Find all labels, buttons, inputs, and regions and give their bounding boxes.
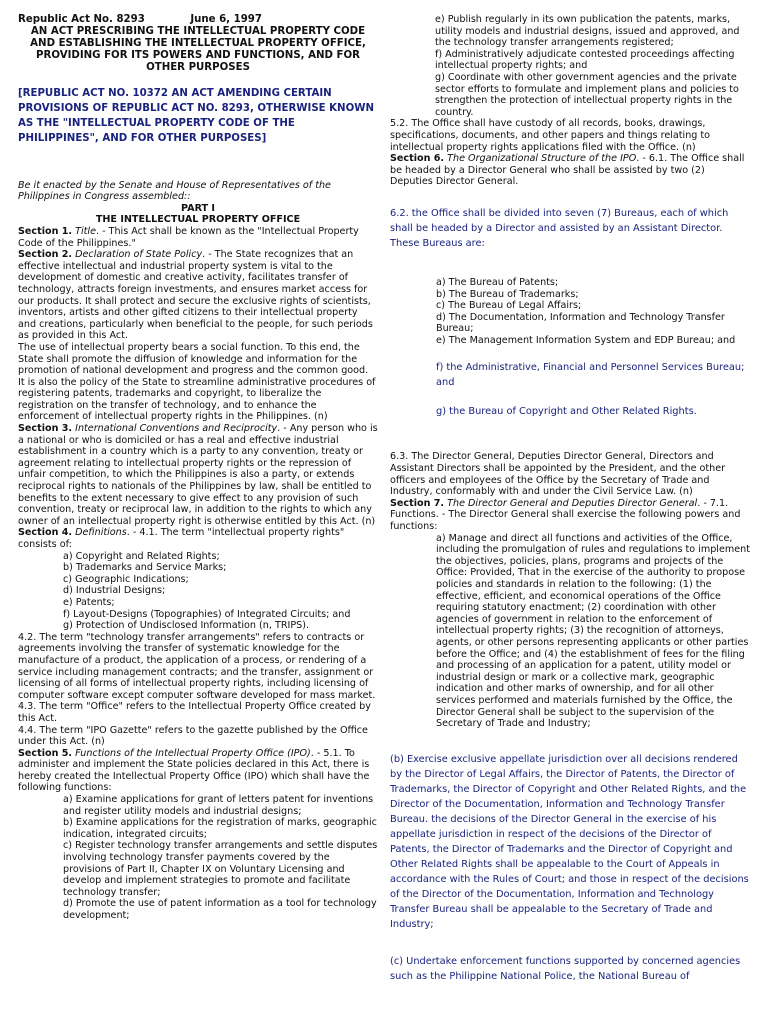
section-title: Title <box>75 225 96 237</box>
list-item: a) Manage and direct all functions and activities of the Office, including the promulgation of rules and regulations to implement the objectives, policies, plans, programs and projects of the Office: Provided, That in the exercise of the authority to propose policies and standards in relation to the following: (1) the effective, efficient, and economical operations of the Office requiring statutory enactment; (2) coordination with other agencies of government in relation to the enforcement of intellectual property rights; (3) the recognition of attorneys, agents, or other persons representing applicants or other parties before the Office; and (4) the establishment of fees for the filing and processing of an application for a patent, utility model or industrial design or mark or a collective mark, geographic indication and other marks of ownership, and for all other services performed and materials furnished by the Office, the Director General shall be subject to the supervision of the Secretary of Trade and Industry; <box>436 532 750 730</box>
section-text: . - Any person who is a national or who is domiciled or has a real and effective industrial establishment in a country which is a party to any convention, treaty or agreement relating to intellectual property rights or the repression of unfair competition, to which the Philippines is also a party, or extends reciprocal rights to nationals of the Philippines by law, shall be entitled to benefits to the extent necessary to give effect to any provision of such convention, treaty or reciprocal law, in addition to the rights to which any owner of an intellectual property right is otherwise entitled by this Act. (n) <box>18 423 378 527</box>
section-title: Declaration of State Policy <box>75 249 203 261</box>
section-text: . - The State recognizes that an effective intellectual and industrial property system is vital to the development of domestic and creative activity, facilitates transfer of technology, attracts foreign investments, and ensures market access for our products. It shall protect and secure the exclusive rights of scientists, inventors, artists and other gifted citizens to their intellectual property and creations, particularly when beneficial to the people, for such periods as provided in this Act. <box>18 249 373 342</box>
list-item: d) The Documentation, Information and Technology Transfer Bureau; <box>436 311 725 335</box>
list-item: e) The Management Information System and EDP Bureau; and <box>436 334 736 346</box>
section-text: . - This Act shall be known as the "Intellectual Property Code of the Philippines." <box>18 225 359 249</box>
list-item: a) Copyright and Related Rights; <box>63 550 220 562</box>
list-item: f) Administratively adjudicate contested proceedings affecting intellectual property rights; and <box>435 48 735 72</box>
section-label: Section 5. <box>18 747 73 759</box>
amended-paragraph: (c) Undertake enforcement functions supported by concerned agencies such as the Philippine National Police, the National Bureau of <box>390 955 741 982</box>
left-column <box>18 14 378 922</box>
list-item: c) The Bureau of Legal Affairs; <box>436 300 582 312</box>
amended-list-item: f) the Administrative, Financial and Personnel Services Bureau; and <box>436 362 745 389</box>
list-item: a) The Bureau of Patents; <box>436 276 559 288</box>
section-5 <box>18 748 378 794</box>
part-number: PART I <box>181 202 215 214</box>
section-title: The Organizational Structure of the IPO <box>447 153 637 165</box>
list-item: b) Trademarks and Service Marks; <box>63 562 227 574</box>
section-1 <box>18 226 378 249</box>
list-item: c) Geographic Indications; <box>63 573 189 585</box>
section-text: . - 6.1. The Office shall be headed by a Director General who shall be assisted by two (2) Deputies Director General. <box>390 153 745 188</box>
section-4 <box>18 527 378 550</box>
section-title: The Director General and Deputies Director General <box>447 497 698 509</box>
amended-list-item: g) the Bureau of Copyright and Other Related Rights. <box>436 406 697 418</box>
section-label: Section 7. <box>390 497 445 509</box>
amended-paragraph: 6.2. the Office shall be divided into seven (7) Bureaus, each of which shall be headed by a Director and assisted by an Assistant Director. These Bureaus are: <box>390 207 729 249</box>
section-text: . - 4.1. The term "intellectual property rights" consists of: <box>18 527 345 550</box>
section-title: Functions of the Intellectual Property Office (IPO) <box>75 747 311 759</box>
section-7 <box>390 498 750 533</box>
paragraph: 4.4. The term "IPO Gazette" refers to the gazette published by the Office under this Act. (n) <box>18 724 368 748</box>
amended-paragraph: (b) Exercise exclusive appellate jurisdiction over all decisions rendered by the Director of Legal Affairs, the Director of Patents, the Director of Trademarks, the Director of Copyright and Other Related Rights, and the Director of the Documentation, Information and Technology Transfer Bureau. the decisions of the Director General in the exercise of his appellate jurisdiction in respect of the decisions of the Director of Patents, the Director of Trademarks and the Director of Copyright and Other Related Rights shall be appealable to the Court of Appeals in accordance with the Rules of Court; and those in respect of the decisions of the Director of the Documentation, Information and Technology Transfer Bureau shall be appealable to the Secretary of Trade and Industry; <box>390 753 749 930</box>
section-6 <box>390 153 750 188</box>
section-text: . - 5.1. To administer and implement the State policies declared in this Act, there is hereby created the Intellectual Property Office (IPO) which shall have the following functions: <box>18 747 370 794</box>
list-item: e) Patents; <box>63 596 115 608</box>
section-title: International Conventions and Reciprocity <box>75 423 278 435</box>
document-header <box>18 14 378 26</box>
act-number: Republic Act No. 8293 <box>18 14 145 25</box>
list-item: b) Examine applications for the registration of marks, geographic indication, integrated circuits; <box>63 817 377 840</box>
section-3 <box>18 423 378 527</box>
paragraph: The use of intellectual property bears a social function. To this end, the State shall promote the diffusion of knowledge and information for the promotion of national development and progress and the common good. <box>18 341 369 377</box>
right-column <box>390 14 750 984</box>
list-item: d) Promote the use of patent information as a tool for technology development; <box>63 898 377 921</box>
section-2 <box>18 249 378 342</box>
paragraph: 6.3. The Director General, Deputies Director General, Directors and Assistant Directors shall be appointed by the President, and the other officers and employees of the Office by the Secretary of Trade and Industry, conformably with and under the Civil Service Law. (n) <box>390 451 726 498</box>
list-item: f) Layout-Designs (Topographies) of Integrated Circuits; and <box>63 608 351 620</box>
part-title: THE INTELLECTUAL PROPERTY OFFICE <box>95 214 301 226</box>
section-label: Section 6. <box>390 153 445 165</box>
paragraph: It is also the policy of the State to streamline administrative procedures of registering patents, trademarks and copyright, to liberalize the registration on the transfer of technology, and to enhance the enforcement of intellectual property rights in the Philippines. (n) <box>18 376 376 423</box>
section-title: Definitions <box>75 527 127 539</box>
list-item: a) Examine applications for grant of letters patent for inventions and register utility models and industrial designs; <box>63 794 374 817</box>
list-item: g) Coordinate with other government agencies and the private sector efforts to formulate and implement plans and policies to strengthen the protection of intellectual property rights in the country. <box>435 71 739 118</box>
list-item: e) Publish regularly in its own publication the patents, marks, utility models and industrial designs, issued and approved, and the technology transfer arrangements registered; <box>435 14 740 49</box>
list-item: b) The Bureau of Trademarks; <box>436 288 579 300</box>
enacting-clause: Be it enacted by the Senate and House of Representatives of the Philippines in Congress assembled:: <box>18 179 331 203</box>
section-text: . - 7.1. Functions. - The Director General shall exercise the following powers and functions: <box>390 497 741 533</box>
paragraph: 5.2. The Office shall have custody of all records, books, drawings, specifications, documents, and other papers and things relating to intellectual property rights applications filed with the Office. (n) <box>390 118 711 153</box>
list-item: d) Industrial Designs; <box>63 585 166 597</box>
section-label: Section 2. <box>18 249 73 261</box>
paragraph: 4.3. The term "Office" refers to the Intellectual Property Office created by this Act. <box>18 701 371 724</box>
act-title: AN ACT PRESCRIBING THE INTELLECTUAL PROPERTY CODE AND ESTABLISHING THE INTELLECTUAL PROPERTY OFFICE, PROVIDING FOR ITS POWERS AND FUNCTIONS, AND FOR OTHER PURPOSES <box>30 25 366 73</box>
amendment-note: [REPUBLIC ACT NO. 10372 AN ACT AMENDING CERTAIN PROVISIONS OF REPUBLIC ACT NO. 8293, OTHERWISE KNOWN AS THE "INTELLECTUAL PROPERTY CODE OF THE PHILIPPINES", AND FOR OTHER PURPOSES] <box>18 87 375 144</box>
list-item: g) Protection of Undisclosed Information (n, TRIPS). <box>63 620 309 632</box>
section-label: Section 1. <box>18 225 73 237</box>
act-date: June 6, 1997 <box>190 14 262 25</box>
list-item: c) Register technology transfer arrangements and settle disputes involving technology transfer payments covered by the provisions of Part II, Chapter IX on Voluntary Licensing and develop and implement strategies to promote and facilitate technology transfer; <box>63 840 378 898</box>
section-label: Section 4. <box>18 527 73 539</box>
paragraph: 4.2. The term "technology transfer arrangements" refers to contracts or agreements involving the transfer of systematic knowledge for the manufacture of a product, the application of a process, or rendering of a service including management contracts; and the transfer, assignment or licensing of all forms of intellectual property rights, including licensing of computer software except computer software developed for mass market. <box>18 631 376 701</box>
section-label: Section 3. <box>18 423 73 435</box>
